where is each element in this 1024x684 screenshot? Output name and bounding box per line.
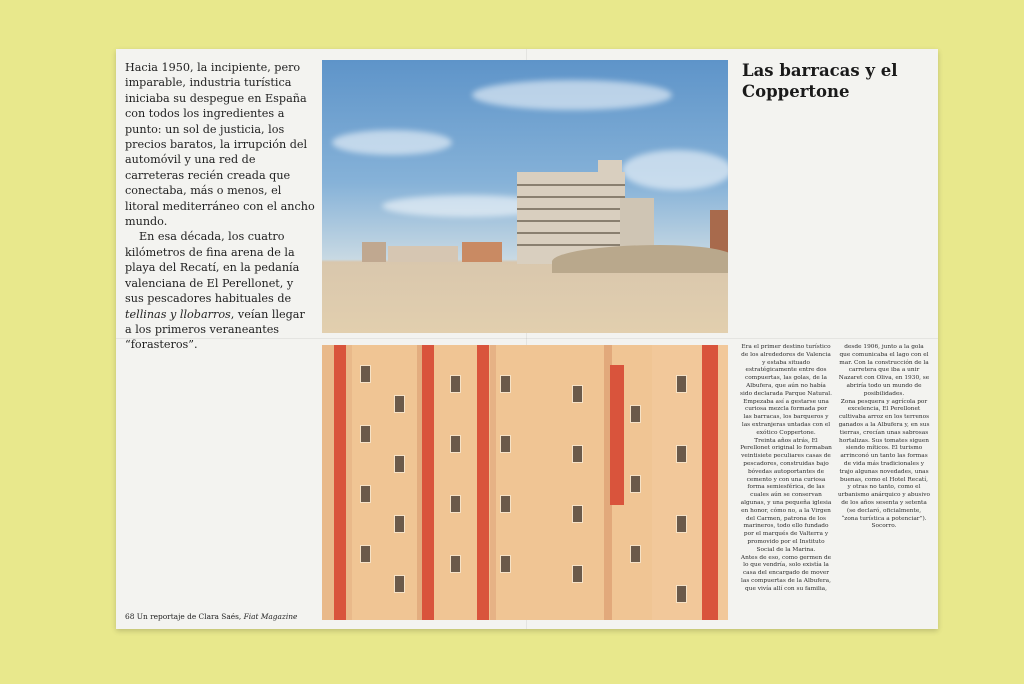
article-title: Las barracas y el Coppertone xyxy=(742,61,898,101)
body-paragraph: desde 1906, junto a la gola que comunicaba el lago con el mar. Con la construcción de la carretera que iba a unir Nazaret con Oliva, en 1930, se abriría todo un mundo de posibilidades. xyxy=(838,344,930,397)
body-paragraph: Zona pesquera y agrícola por excelencia, El Perellonet cultivaba arroz en los terrenos ganados a la Albufera y, en sus tierras, crecían unas sabrosas hortalizas. Sus tomates siguen siendo míticos. El turismo arrinconó un tanto las formas de vida más tradicionales y trajo algunas novedades, unas buenas, como el Hotel Recatí, y otras no tanto, como el urbanismo anárquico y abusivo de los años sesenta y setenta (se declaró, oficialmente, “zona turística a potenciar”). Socorro. xyxy=(838,398,930,530)
body-column-2 xyxy=(838,344,930,531)
page-number: 68 xyxy=(125,612,135,621)
body-column-1 xyxy=(740,344,832,594)
apartment-building-photo xyxy=(322,345,728,620)
intro-paragraph-2: En esa década, los cuatro kilómetros de fina arena de la playa del Recatí, en la pedanía valenciana de El Perellonet, y sus pescadores habituales de tellinas y llobarros, veían llegar a los primeros veraneantes “forasteros”. xyxy=(125,230,305,352)
body-paragraph: Era el primer destino turístico de los alrededores de Valencia y estaba situado estratégicamente entre dos compuertas, las golas, de la Albufera, que aún no había sido declarada Parque Natural. Empezaba así a gestarse una curiosa mezcla formada por las barracas, los barqueros y las extranjeras untadas con el exótico Coppertone. xyxy=(740,344,832,436)
intro-text xyxy=(125,60,315,353)
beach-photo xyxy=(322,60,728,333)
body-paragraph: Antes de eso, como germen de lo que vendría, solo existía la casa del encargado de mover las compuertas de la Albufera, que vivía allí con su familia, xyxy=(740,554,832,592)
intro-paragraph-1: Hacia 1950, la incipiente, pero imparable, industria turística iniciaba su despegue en España con todos los ingredientes a punto: un sol de justicia, los precios baratos, la irrupción del automóvil y una red de carreteras recién creada que conectaba, más o menos, el litoral mediterráneo con el ancho mundo. xyxy=(125,61,315,229)
credit-line: 68 Un reportaje de Clara Saés, Fiat Magazine xyxy=(125,612,298,621)
body-paragraph: Treinta años atrás, El Perellonet original lo formaban veintisiete peculiares casas de pescadores, construidas bajo bóvedas autoportantes de cemento y con una curiosa forma semiesférica, de las cuales aún se conservan algunas, y una pequeña iglesia en honor, cómo no, a la Virgen del Carmen, patrona de los marineros, todo ello fundado por el marqués de Valterra y promovido por el Instituto Social de la Marina. xyxy=(740,437,832,553)
